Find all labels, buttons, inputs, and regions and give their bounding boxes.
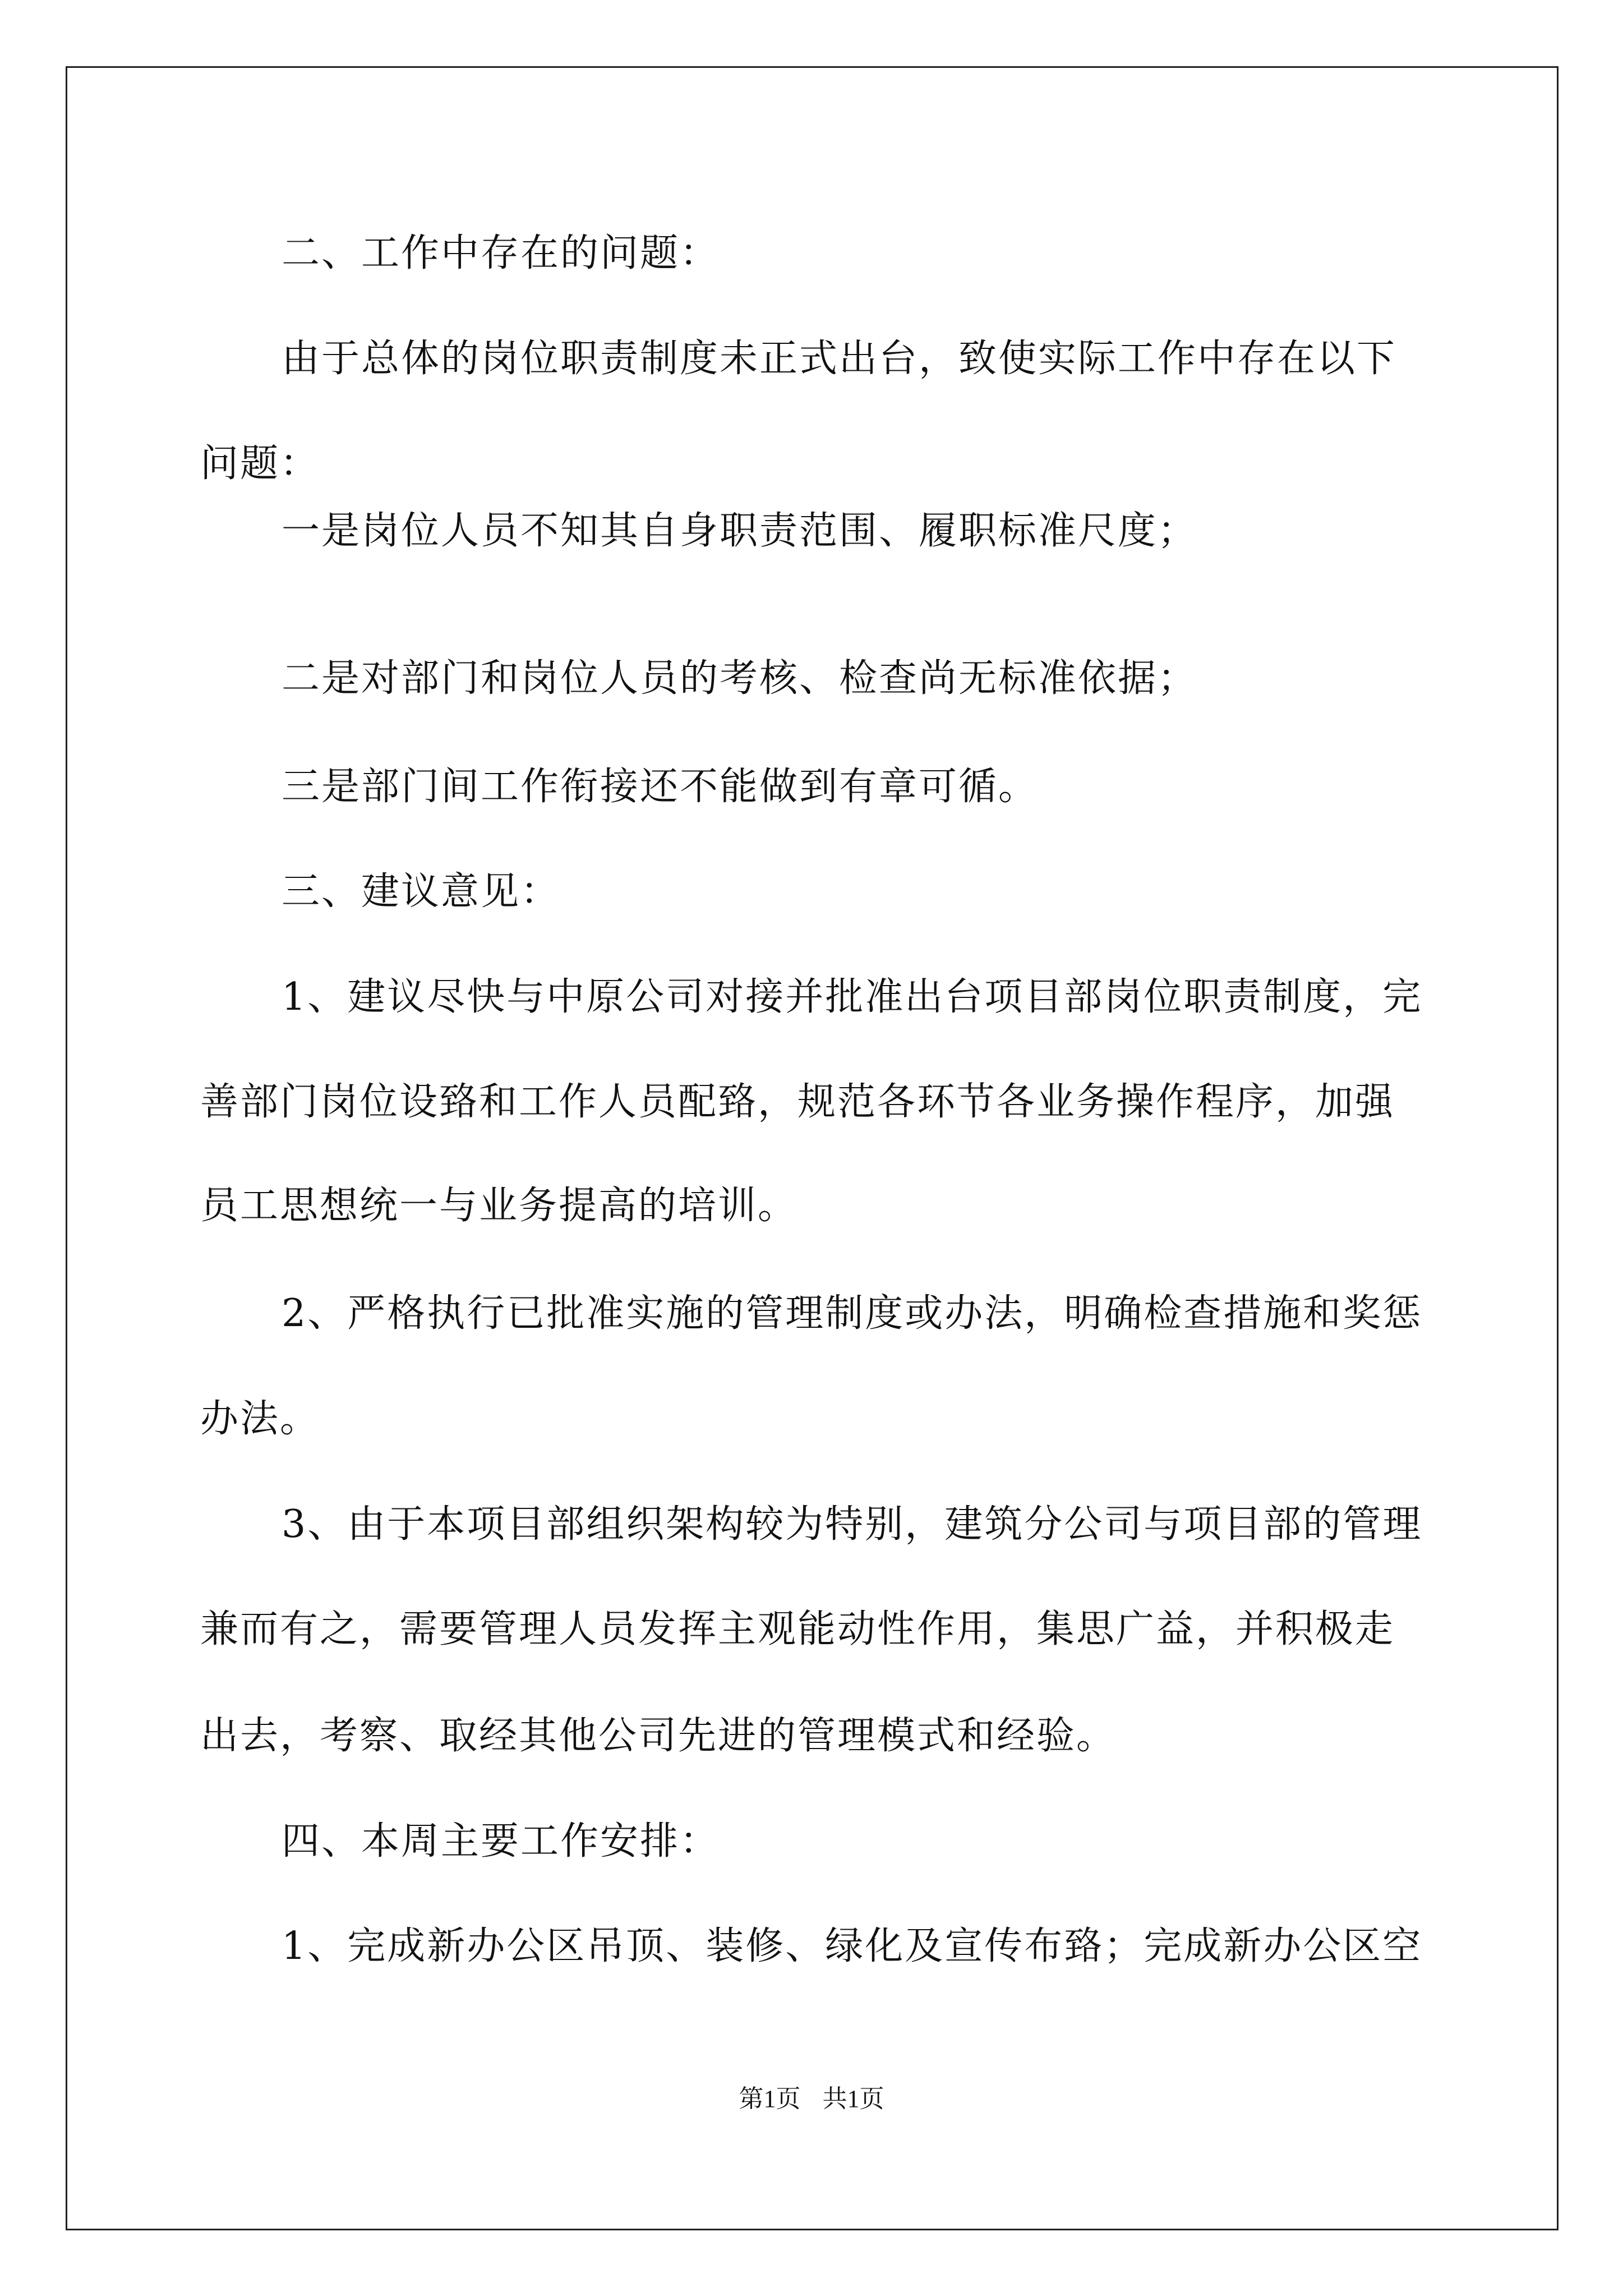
paragraph-line: 三是部门间工作衔接还不能做到有章可循。: [282, 765, 1039, 809]
page-border: [66, 66, 1559, 2230]
paragraph-line: 由于总体的岗位职责制度未正式出台，致使实际工作中存在以下: [282, 337, 1397, 381]
paragraph-line: 1、完成新办公区吊顶、装修、绿化及宣传布臵；完成新办公区空: [282, 1924, 1423, 1968]
page-number: 第1页: [739, 2085, 801, 2113]
page-footer: [0, 2082, 1623, 2116]
heading-problems: 二、工作中存在的问题：: [282, 231, 720, 275]
heading-suggestions: 三、建议意见：: [282, 869, 561, 914]
paragraph-line: 2、严格执行已批准实施的管理制度或办法，明确检查措施和奖惩: [282, 1291, 1423, 1336]
paragraph-line: 兼而有之，需要管理人员发挥主观能动性作用，集思广益，并积极走: [200, 1607, 1395, 1651]
page-total: 共1页: [822, 2085, 884, 2113]
paragraph-line: 办法。: [200, 1397, 320, 1441]
paragraph-line: 1、建议尽快与中原公司对接并批准出台项目部岗位职责制度，完: [282, 975, 1423, 1019]
paragraph-line: 问题：: [200, 441, 320, 486]
paragraph-line: 出去，考察、取经其他公司先进的管理模式和经验。: [200, 1714, 1117, 1758]
paragraph-line: 二是对部门和岗位人员的考核、检查尚无标准依据；: [282, 656, 1198, 701]
heading-weekly-plan: 四、本周主要工作安排：: [282, 1819, 720, 1864]
paragraph-line: 一是岗位人员不知其自身职责范围、履职标准尺度；: [282, 509, 1198, 553]
paragraph-line: 3、由于本项目部组织架构较为特别，建筑分公司与项目部的管理: [282, 1502, 1423, 1547]
paragraph-line: 员工思想统一与业务提高的培训。: [200, 1184, 798, 1228]
paragraph-line: 善部门岗位设臵和工作人员配臵，规范各环节各业务操作程序，加强: [200, 1080, 1395, 1124]
